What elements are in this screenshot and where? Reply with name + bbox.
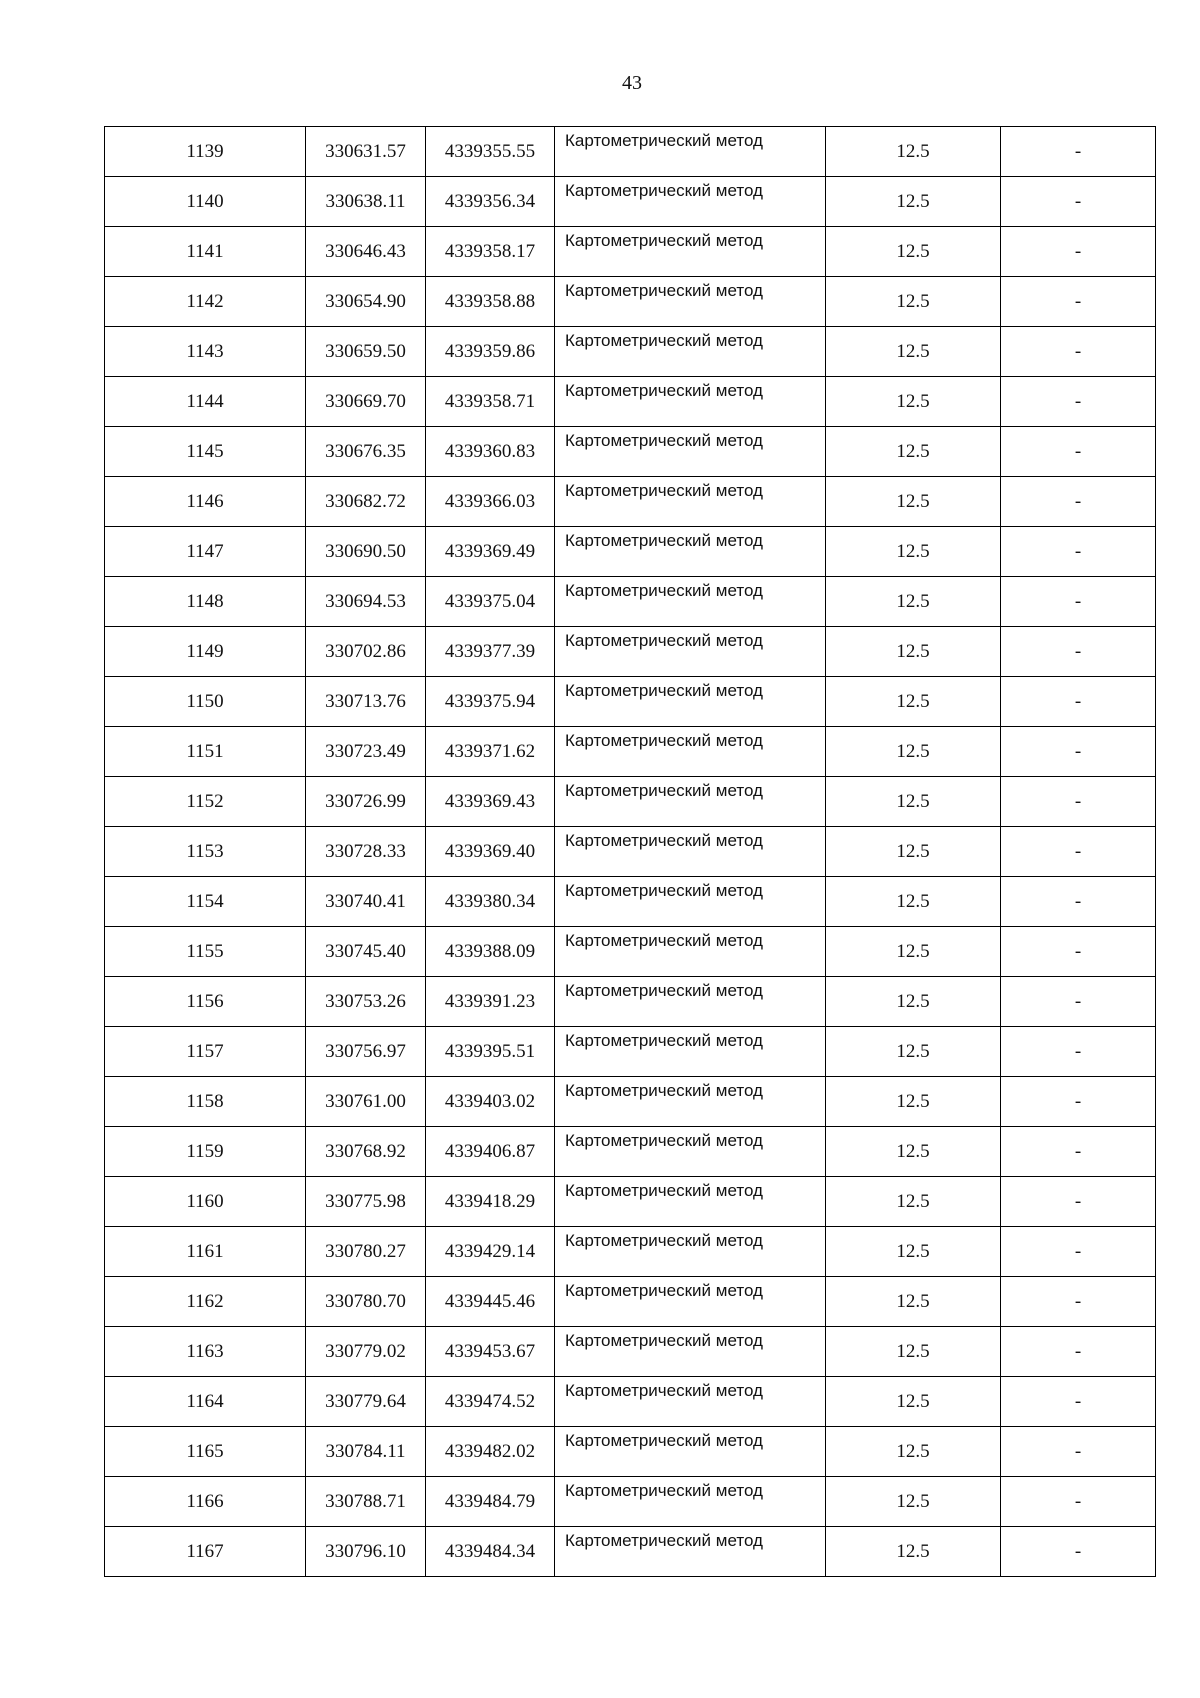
- point-number-cell: 1142: [105, 277, 306, 327]
- note-cell: -: [1001, 1077, 1156, 1127]
- accuracy-cell: 12.5: [826, 877, 1001, 927]
- method-cell: Картометрический метод: [555, 827, 826, 877]
- note-cell: -: [1001, 777, 1156, 827]
- table-row: [105, 377, 1156, 427]
- x-coordinate-cell: 330784.11: [306, 1427, 426, 1477]
- x-coordinate-cell: 330676.35: [306, 427, 426, 477]
- accuracy-cell: 12.5: [826, 1277, 1001, 1327]
- method-cell: Картометрический метод: [555, 1227, 826, 1277]
- accuracy-cell: 12.5: [826, 1077, 1001, 1127]
- table-row: [105, 627, 1156, 677]
- y-coordinate-cell: 4339474.52: [426, 1377, 555, 1427]
- accuracy-cell: 12.5: [826, 827, 1001, 877]
- method-cell: Картометрический метод: [555, 1527, 826, 1577]
- note-cell: -: [1001, 277, 1156, 327]
- y-coordinate-cell: 4339360.83: [426, 427, 555, 477]
- method-cell: Картометрический метод: [555, 277, 826, 327]
- point-number-cell: 1163: [105, 1327, 306, 1377]
- method-cell: Картометрический метод: [555, 877, 826, 927]
- table-row: [105, 527, 1156, 577]
- method-cell: Картометрический метод: [555, 1477, 826, 1527]
- x-coordinate-cell: 330726.99: [306, 777, 426, 827]
- point-number-cell: 1146: [105, 477, 306, 527]
- accuracy-cell: 12.5: [826, 1477, 1001, 1527]
- point-number-cell: 1152: [105, 777, 306, 827]
- page-number: 43: [622, 72, 642, 94]
- x-coordinate-cell: 330654.90: [306, 277, 426, 327]
- point-number-cell: 1159: [105, 1127, 306, 1177]
- x-coordinate-cell: 330631.57: [306, 127, 426, 177]
- method-cell: Картометрический метод: [555, 427, 826, 477]
- accuracy-cell: 12.5: [826, 1027, 1001, 1077]
- point-number-cell: 1140: [105, 177, 306, 227]
- accuracy-cell: 12.5: [826, 1527, 1001, 1577]
- x-coordinate-cell: 330740.41: [306, 877, 426, 927]
- point-number-cell: 1157: [105, 1027, 306, 1077]
- accuracy-cell: 12.5: [826, 477, 1001, 527]
- accuracy-cell: 12.5: [826, 427, 1001, 477]
- y-coordinate-cell: 4339388.09: [426, 927, 555, 977]
- method-cell: Картометрический метод: [555, 1327, 826, 1377]
- method-cell: Картометрический метод: [555, 477, 826, 527]
- y-coordinate-cell: 4339371.62: [426, 727, 555, 777]
- table-row: [105, 1227, 1156, 1277]
- y-coordinate-cell: 4339369.49: [426, 527, 555, 577]
- note-cell: -: [1001, 177, 1156, 227]
- x-coordinate-cell: 330728.33: [306, 827, 426, 877]
- accuracy-cell: 12.5: [826, 1227, 1001, 1277]
- note-cell: -: [1001, 677, 1156, 727]
- method-cell: Картометрический метод: [555, 327, 826, 377]
- note-cell: -: [1001, 627, 1156, 677]
- note-cell: -: [1001, 1427, 1156, 1477]
- table-row: [105, 1477, 1156, 1527]
- x-coordinate-cell: 330723.49: [306, 727, 426, 777]
- point-number-cell: 1158: [105, 1077, 306, 1127]
- x-coordinate-cell: 330659.50: [306, 327, 426, 377]
- method-cell: Картометрический метод: [555, 1127, 826, 1177]
- method-cell: Картометрический метод: [555, 1427, 826, 1477]
- method-cell: Картометрический метод: [555, 1177, 826, 1227]
- y-coordinate-cell: 4339358.17: [426, 227, 555, 277]
- note-cell: -: [1001, 227, 1156, 277]
- x-coordinate-cell: 330779.64: [306, 1377, 426, 1427]
- y-coordinate-cell: 4339418.29: [426, 1177, 555, 1227]
- point-number-cell: 1147: [105, 527, 306, 577]
- note-cell: -: [1001, 1227, 1156, 1277]
- method-cell: Картометрический метод: [555, 127, 826, 177]
- x-coordinate-cell: 330788.71: [306, 1477, 426, 1527]
- note-cell: -: [1001, 427, 1156, 477]
- accuracy-cell: 12.5: [826, 1377, 1001, 1427]
- accuracy-cell: 12.5: [826, 577, 1001, 627]
- note-cell: -: [1001, 527, 1156, 577]
- y-coordinate-cell: 4339358.71: [426, 377, 555, 427]
- point-number-cell: 1144: [105, 377, 306, 427]
- y-coordinate-cell: 4339356.34: [426, 177, 555, 227]
- y-coordinate-cell: 4339358.88: [426, 277, 555, 327]
- accuracy-cell: 12.5: [826, 377, 1001, 427]
- method-cell: Картометрический метод: [555, 727, 826, 777]
- note-cell: -: [1001, 877, 1156, 927]
- method-cell: Картометрический метод: [555, 377, 826, 427]
- point-number-cell: 1162: [105, 1277, 306, 1327]
- method-cell: Картометрический метод: [555, 527, 826, 577]
- point-number-cell: 1153: [105, 827, 306, 877]
- y-coordinate-cell: 4339484.79: [426, 1477, 555, 1527]
- method-cell: Картометрический метод: [555, 177, 826, 227]
- note-cell: -: [1001, 1527, 1156, 1577]
- note-cell: -: [1001, 1127, 1156, 1177]
- table-row: [105, 1277, 1156, 1327]
- accuracy-cell: 12.5: [826, 277, 1001, 327]
- x-coordinate-cell: 330761.00: [306, 1077, 426, 1127]
- table-row: [105, 127, 1156, 177]
- accuracy-cell: 12.5: [826, 777, 1001, 827]
- accuracy-cell: 12.5: [826, 227, 1001, 277]
- note-cell: -: [1001, 1177, 1156, 1227]
- note-cell: -: [1001, 477, 1156, 527]
- note-cell: -: [1001, 827, 1156, 877]
- x-coordinate-cell: 330690.50: [306, 527, 426, 577]
- point-number-cell: 1139: [105, 127, 306, 177]
- method-cell: Картометрический метод: [555, 777, 826, 827]
- x-coordinate-cell: 330669.70: [306, 377, 426, 427]
- accuracy-cell: 12.5: [826, 977, 1001, 1027]
- note-cell: -: [1001, 127, 1156, 177]
- point-number-cell: 1164: [105, 1377, 306, 1427]
- note-cell: -: [1001, 1377, 1156, 1427]
- y-coordinate-cell: 4339395.51: [426, 1027, 555, 1077]
- table-row: [105, 677, 1156, 727]
- point-number-cell: 1160: [105, 1177, 306, 1227]
- y-coordinate-cell: 4339355.55: [426, 127, 555, 177]
- table-row: [105, 927, 1156, 977]
- table-row: [105, 1427, 1156, 1477]
- point-number-cell: 1151: [105, 727, 306, 777]
- y-coordinate-cell: 4339369.40: [426, 827, 555, 877]
- x-coordinate-cell: 330646.43: [306, 227, 426, 277]
- y-coordinate-cell: 4339366.03: [426, 477, 555, 527]
- note-cell: -: [1001, 327, 1156, 377]
- y-coordinate-cell: 4339369.43: [426, 777, 555, 827]
- y-coordinate-cell: 4339403.02: [426, 1077, 555, 1127]
- note-cell: -: [1001, 1027, 1156, 1077]
- y-coordinate-cell: 4339391.23: [426, 977, 555, 1027]
- method-cell: Картометрический метод: [555, 577, 826, 627]
- table-row: [105, 1077, 1156, 1127]
- table-row: [105, 177, 1156, 227]
- x-coordinate-cell: 330780.27: [306, 1227, 426, 1277]
- accuracy-cell: 12.5: [826, 327, 1001, 377]
- note-cell: -: [1001, 1477, 1156, 1527]
- accuracy-cell: 12.5: [826, 127, 1001, 177]
- y-coordinate-cell: 4339375.04: [426, 577, 555, 627]
- table-row: [105, 327, 1156, 377]
- accuracy-cell: 12.5: [826, 727, 1001, 777]
- accuracy-cell: 12.5: [826, 677, 1001, 727]
- point-number-cell: 1166: [105, 1477, 306, 1527]
- table-row: [105, 227, 1156, 277]
- method-cell: Картометрический метод: [555, 627, 826, 677]
- y-coordinate-cell: 4339380.34: [426, 877, 555, 927]
- point-number-cell: 1155: [105, 927, 306, 977]
- note-cell: -: [1001, 577, 1156, 627]
- table-row: [105, 577, 1156, 627]
- x-coordinate-cell: 330780.70: [306, 1277, 426, 1327]
- x-coordinate-cell: 330638.11: [306, 177, 426, 227]
- table-row: [105, 777, 1156, 827]
- table-row: [105, 1127, 1156, 1177]
- x-coordinate-cell: 330713.76: [306, 677, 426, 727]
- point-number-cell: 1156: [105, 977, 306, 1027]
- y-coordinate-cell: 4339406.87: [426, 1127, 555, 1177]
- table-row: [105, 727, 1156, 777]
- accuracy-cell: 12.5: [826, 177, 1001, 227]
- table-row: [105, 1377, 1156, 1427]
- point-number-cell: 1150: [105, 677, 306, 727]
- table-row: [105, 1027, 1156, 1077]
- y-coordinate-cell: 4339482.02: [426, 1427, 555, 1477]
- note-cell: -: [1001, 727, 1156, 777]
- accuracy-cell: 12.5: [826, 1177, 1001, 1227]
- table-row: [105, 977, 1156, 1027]
- note-cell: -: [1001, 1277, 1156, 1327]
- method-cell: Картометрический метод: [555, 677, 826, 727]
- note-cell: -: [1001, 927, 1156, 977]
- table-row: [105, 1527, 1156, 1577]
- x-coordinate-cell: 330702.86: [306, 627, 426, 677]
- point-number-cell: 1154: [105, 877, 306, 927]
- point-number-cell: 1141: [105, 227, 306, 277]
- accuracy-cell: 12.5: [826, 1327, 1001, 1377]
- point-number-cell: 1149: [105, 627, 306, 677]
- method-cell: Картометрический метод: [555, 227, 826, 277]
- x-coordinate-cell: 330753.26: [306, 977, 426, 1027]
- table-row: [105, 827, 1156, 877]
- x-coordinate-cell: 330694.53: [306, 577, 426, 627]
- note-cell: -: [1001, 377, 1156, 427]
- table-row: [105, 427, 1156, 477]
- table-row: [105, 477, 1156, 527]
- table-row: [105, 877, 1156, 927]
- y-coordinate-cell: 4339375.94: [426, 677, 555, 727]
- x-coordinate-cell: 330796.10: [306, 1527, 426, 1577]
- method-cell: Картометрический метод: [555, 1277, 826, 1327]
- point-number-cell: 1143: [105, 327, 306, 377]
- coordinates-table-body: [105, 127, 1156, 1577]
- method-cell: Картометрический метод: [555, 927, 826, 977]
- point-number-cell: 1165: [105, 1427, 306, 1477]
- x-coordinate-cell: 330768.92: [306, 1127, 426, 1177]
- point-number-cell: 1161: [105, 1227, 306, 1277]
- table-row: [105, 277, 1156, 327]
- y-coordinate-cell: 4339377.39: [426, 627, 555, 677]
- y-coordinate-cell: 4339484.34: [426, 1527, 555, 1577]
- method-cell: Картометрический метод: [555, 1077, 826, 1127]
- table-row: [105, 1327, 1156, 1377]
- y-coordinate-cell: 4339445.46: [426, 1277, 555, 1327]
- point-number-cell: 1167: [105, 1527, 306, 1577]
- method-cell: Картометрический метод: [555, 1377, 826, 1427]
- method-cell: Картометрический метод: [555, 977, 826, 1027]
- point-number-cell: 1148: [105, 577, 306, 627]
- accuracy-cell: 12.5: [826, 927, 1001, 977]
- y-coordinate-cell: 4339359.86: [426, 327, 555, 377]
- x-coordinate-cell: 330756.97: [306, 1027, 426, 1077]
- table-row: [105, 1177, 1156, 1227]
- point-number-cell: 1145: [105, 427, 306, 477]
- y-coordinate-cell: 4339453.67: [426, 1327, 555, 1377]
- coordinates-table: [104, 126, 1156, 1577]
- x-coordinate-cell: 330745.40: [306, 927, 426, 977]
- note-cell: -: [1001, 1327, 1156, 1377]
- accuracy-cell: 12.5: [826, 1427, 1001, 1477]
- method-cell: Картометрический метод: [555, 1027, 826, 1077]
- accuracy-cell: 12.5: [826, 527, 1001, 577]
- note-cell: -: [1001, 977, 1156, 1027]
- y-coordinate-cell: 4339429.14: [426, 1227, 555, 1277]
- accuracy-cell: 12.5: [826, 627, 1001, 677]
- accuracy-cell: 12.5: [826, 1127, 1001, 1177]
- x-coordinate-cell: 330779.02: [306, 1327, 426, 1377]
- x-coordinate-cell: 330682.72: [306, 477, 426, 527]
- x-coordinate-cell: 330775.98: [306, 1177, 426, 1227]
